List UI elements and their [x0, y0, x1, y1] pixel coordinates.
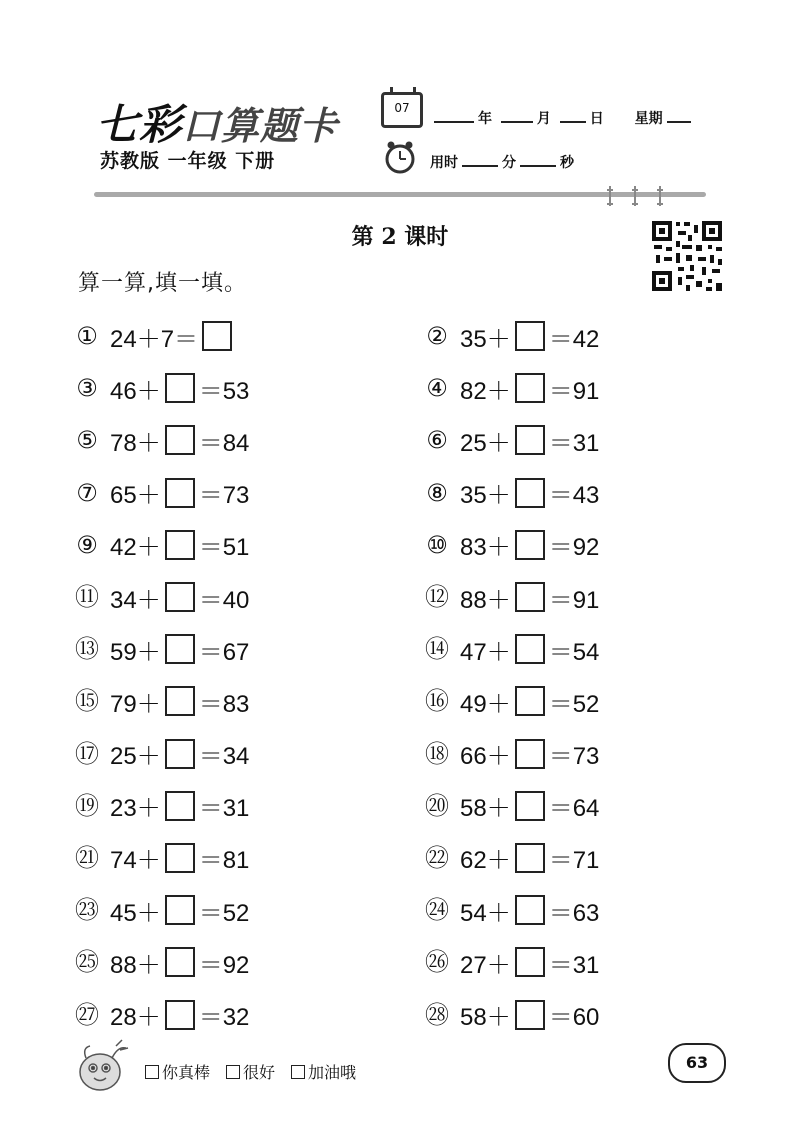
problem-item [424, 936, 714, 988]
problem-expression-end: ＝31 [548, 951, 600, 979]
answer-box[interactable] [202, 321, 232, 351]
problem-item [74, 884, 424, 936]
problem-expression-end: ＝83 [198, 690, 250, 718]
problem-number: ㉑ [75, 843, 99, 872]
problem-expression-end: ＝91 [548, 377, 600, 405]
problem-expression-start: 25＋ [460, 429, 511, 457]
answer-box[interactable] [165, 425, 195, 455]
date-month-label: 月 [536, 111, 551, 127]
month-blank[interactable] [501, 109, 533, 123]
problem-expression-start: 66＋ [460, 743, 511, 771]
rating-option[interactable] [226, 1060, 275, 1083]
problem-item [424, 884, 714, 936]
problem-expression-start: 59＋ [110, 638, 161, 666]
rating-label: 加油哦 [308, 1063, 357, 1082]
problem-expression-end: ＝34 [198, 743, 250, 771]
seconds-blank[interactable] [520, 153, 556, 167]
time-label: 用时 [430, 155, 458, 171]
checkbox-icon[interactable] [226, 1065, 240, 1079]
answer-box[interactable] [165, 791, 195, 821]
problem-number: ⑦ [76, 478, 98, 507]
answer-box[interactable] [165, 1000, 195, 1030]
problem-number: ㉔ [425, 896, 449, 925]
problem-expression-end: ＝73 [548, 743, 600, 771]
problem-expression-start: 79＋ [110, 690, 161, 718]
rating-label: 很好 [243, 1063, 276, 1082]
brand-rest: 口算题卡 [182, 103, 339, 148]
answer-box[interactable] [515, 895, 545, 925]
problem-expression-start: 23＋ [110, 795, 161, 823]
problem-expression-end: ＝71 [548, 847, 600, 875]
answer-box[interactable] [165, 530, 195, 560]
problem-item [74, 571, 424, 623]
problem-number: ⑯ [425, 687, 449, 716]
problem-expression-end: ＝31 [548, 429, 600, 457]
problem-expression-start: 25＋ [110, 743, 161, 771]
problem-expression-end: ＝31 [198, 795, 250, 823]
brand-lead: 七彩 [96, 100, 183, 149]
book-subtitle: 苏教版 一年级 下册 [100, 150, 276, 172]
problem-expression-start: 49＋ [460, 690, 511, 718]
problem-expression-end: ＝92 [198, 951, 250, 979]
page-number: 63 [668, 1043, 726, 1083]
problem-number: ㉘ [425, 1000, 449, 1029]
problem-number: ⑥ [426, 426, 448, 455]
date-year-label: 年 [478, 111, 492, 127]
answer-box[interactable] [165, 686, 195, 716]
problem-number: ㉗ [75, 1000, 99, 1029]
problem-expression-start: 62＋ [460, 847, 511, 875]
problem-expression-start: 42＋ [110, 534, 161, 562]
problem-expression-end: ＝51 [198, 534, 250, 562]
problem-item [424, 310, 714, 362]
problem-number: ① [76, 322, 98, 351]
problem-expression-end: ＝92 [548, 534, 600, 562]
calendar-day: 07 [394, 101, 410, 115]
qr-code-icon[interactable] [650, 219, 724, 293]
problem-number: ⑪ [75, 583, 99, 612]
answer-box[interactable] [515, 478, 545, 508]
mascot-icon [72, 1036, 132, 1098]
problem-expression-start: 45＋ [110, 899, 161, 927]
date-day-label: 日 [589, 111, 604, 127]
problem-item [424, 623, 714, 675]
problem-number: ⑱ [425, 739, 449, 768]
problem-item [74, 310, 424, 362]
answer-box[interactable] [515, 321, 545, 351]
answer-box[interactable] [515, 634, 545, 664]
problem-number: ⑤ [76, 426, 98, 455]
problem-item [74, 832, 424, 884]
answer-box[interactable] [165, 895, 195, 925]
problem-expression-end: ＝67 [198, 638, 250, 666]
problem-item [74, 362, 424, 414]
answer-box[interactable] [165, 478, 195, 508]
answer-box[interactable] [165, 843, 195, 873]
problem-expression-start: 58＋ [460, 1004, 511, 1032]
lesson-title: 第 2 课时 [351, 224, 449, 250]
problem-number: ⑩ [426, 530, 448, 559]
problem-expression-end: ＝81 [198, 847, 250, 875]
checkbox-icon[interactable] [145, 1065, 159, 1079]
problem-expression-start: 74＋ [110, 847, 161, 875]
date-line [430, 108, 695, 128]
time-line [430, 152, 574, 172]
time-seconds-label: 秒 [560, 155, 574, 171]
problem-expression-end: ＝40 [198, 586, 250, 614]
problem-expression-start: 88＋ [460, 586, 511, 614]
problem-item [74, 780, 424, 832]
problem-number: ㉓ [75, 896, 99, 925]
answer-box[interactable] [165, 634, 195, 664]
answer-box[interactable] [515, 373, 545, 403]
answer-box[interactable] [165, 373, 195, 403]
problem-expression-start: 65＋ [110, 482, 161, 510]
binder-pins-icon [600, 182, 680, 212]
problem-expression-start: 47＋ [460, 638, 511, 666]
problem-number: ⑰ [75, 739, 99, 768]
problem-item [74, 988, 424, 1040]
answer-box[interactable] [515, 739, 545, 769]
problem-expression-start: 88＋ [110, 951, 161, 979]
problem-expression-start: 46＋ [110, 377, 161, 405]
problem-item [74, 675, 424, 727]
answer-box[interactable] [515, 843, 545, 873]
problem-item [424, 362, 714, 414]
rating-option[interactable] [145, 1060, 210, 1083]
answer-box[interactable] [165, 947, 195, 977]
problem-expression-start: 82＋ [460, 377, 511, 405]
problem-grid [74, 310, 714, 1041]
problem-expression-end: ＝73 [198, 482, 250, 510]
problem-number: ② [426, 322, 448, 351]
problem-expression-end: ＝52 [198, 899, 250, 927]
calendar-icon [381, 92, 423, 128]
minutes-blank[interactable] [462, 153, 498, 167]
problem-item [424, 571, 714, 623]
day-blank[interactable] [560, 109, 586, 123]
clock-icon [383, 140, 417, 174]
problem-item [424, 728, 714, 780]
problem-expression-end: ＝84 [198, 429, 250, 457]
problem-item [424, 519, 714, 571]
self-evaluation [145, 1060, 356, 1083]
problem-item [74, 728, 424, 780]
problem-number: ⑳ [425, 791, 449, 820]
problem-expression-start: 35＋ [460, 325, 511, 353]
answer-box[interactable] [515, 947, 545, 977]
time-minutes-label: 分 [502, 155, 516, 171]
problem-expression-end: ＝32 [198, 1004, 250, 1032]
answer-box[interactable] [515, 686, 545, 716]
problem-number: ④ [426, 374, 448, 403]
problem-expression-end: ＝60 [548, 1004, 600, 1032]
problem-expression-start: 27＋ [460, 951, 511, 979]
problem-item [74, 414, 424, 466]
answer-box[interactable] [165, 582, 195, 612]
problem-number: ⑨ [76, 530, 98, 559]
problem-expression-end: ＝53 [198, 377, 250, 405]
problem-item [74, 467, 424, 519]
rating-option[interactable] [291, 1060, 356, 1083]
problem-number: ⑭ [425, 635, 449, 664]
year-blank[interactable] [434, 109, 474, 123]
problem-number: ⑫ [425, 583, 449, 612]
problem-expression-end: ＝63 [548, 899, 600, 927]
problem-expression-end: ＝42 [548, 325, 600, 353]
answer-box[interactable] [515, 791, 545, 821]
problem-number: ⑬ [75, 635, 99, 664]
answer-box[interactable] [515, 530, 545, 560]
weekday-blank[interactable] [667, 109, 691, 123]
brand-title [96, 92, 338, 152]
problem-number: ⑲ [75, 791, 99, 820]
problem-expression-end: ＝91 [548, 586, 600, 614]
problem-expression-end: ＝54 [548, 638, 600, 666]
problem-item [74, 936, 424, 988]
problem-expression-end: ＝64 [548, 795, 600, 823]
problem-expression-start: 78＋ [110, 429, 161, 457]
answer-box[interactable] [165, 739, 195, 769]
answer-box[interactable] [515, 425, 545, 455]
problem-expression-start: 34＋ [110, 586, 161, 614]
problem-number: ③ [76, 374, 98, 403]
problem-item [424, 988, 714, 1040]
problem-expression-start: 28＋ [110, 1004, 161, 1032]
problem-expression-start: 24＋7＝ [110, 325, 199, 353]
problem-expression-start: 83＋ [460, 534, 511, 562]
problem-number: ⑮ [75, 687, 99, 716]
instruction: 算一算,填一填。 [78, 271, 247, 296]
problem-item [424, 414, 714, 466]
problem-number: ⑧ [426, 478, 448, 507]
checkbox-icon[interactable] [291, 1065, 305, 1079]
answer-box[interactable] [515, 582, 545, 612]
problem-number: ㉒ [425, 843, 449, 872]
date-weekday-label: 星期 [634, 111, 663, 127]
problem-item [424, 780, 714, 832]
problem-item [424, 832, 714, 884]
problem-item [74, 519, 424, 571]
problem-expression-end: ＝52 [548, 690, 600, 718]
rating-label: 你真棒 [162, 1063, 211, 1082]
problem-expression-start: 35＋ [460, 482, 511, 510]
problem-expression-start: 58＋ [460, 795, 511, 823]
problem-item [424, 467, 714, 519]
problem-expression-end: ＝43 [548, 482, 600, 510]
problem-number: ㉖ [425, 948, 449, 977]
answer-box[interactable] [515, 1000, 545, 1030]
problem-number: ㉕ [75, 948, 99, 977]
problem-item [424, 675, 714, 727]
problem-expression-start: 54＋ [460, 899, 511, 927]
problem-item [74, 623, 424, 675]
